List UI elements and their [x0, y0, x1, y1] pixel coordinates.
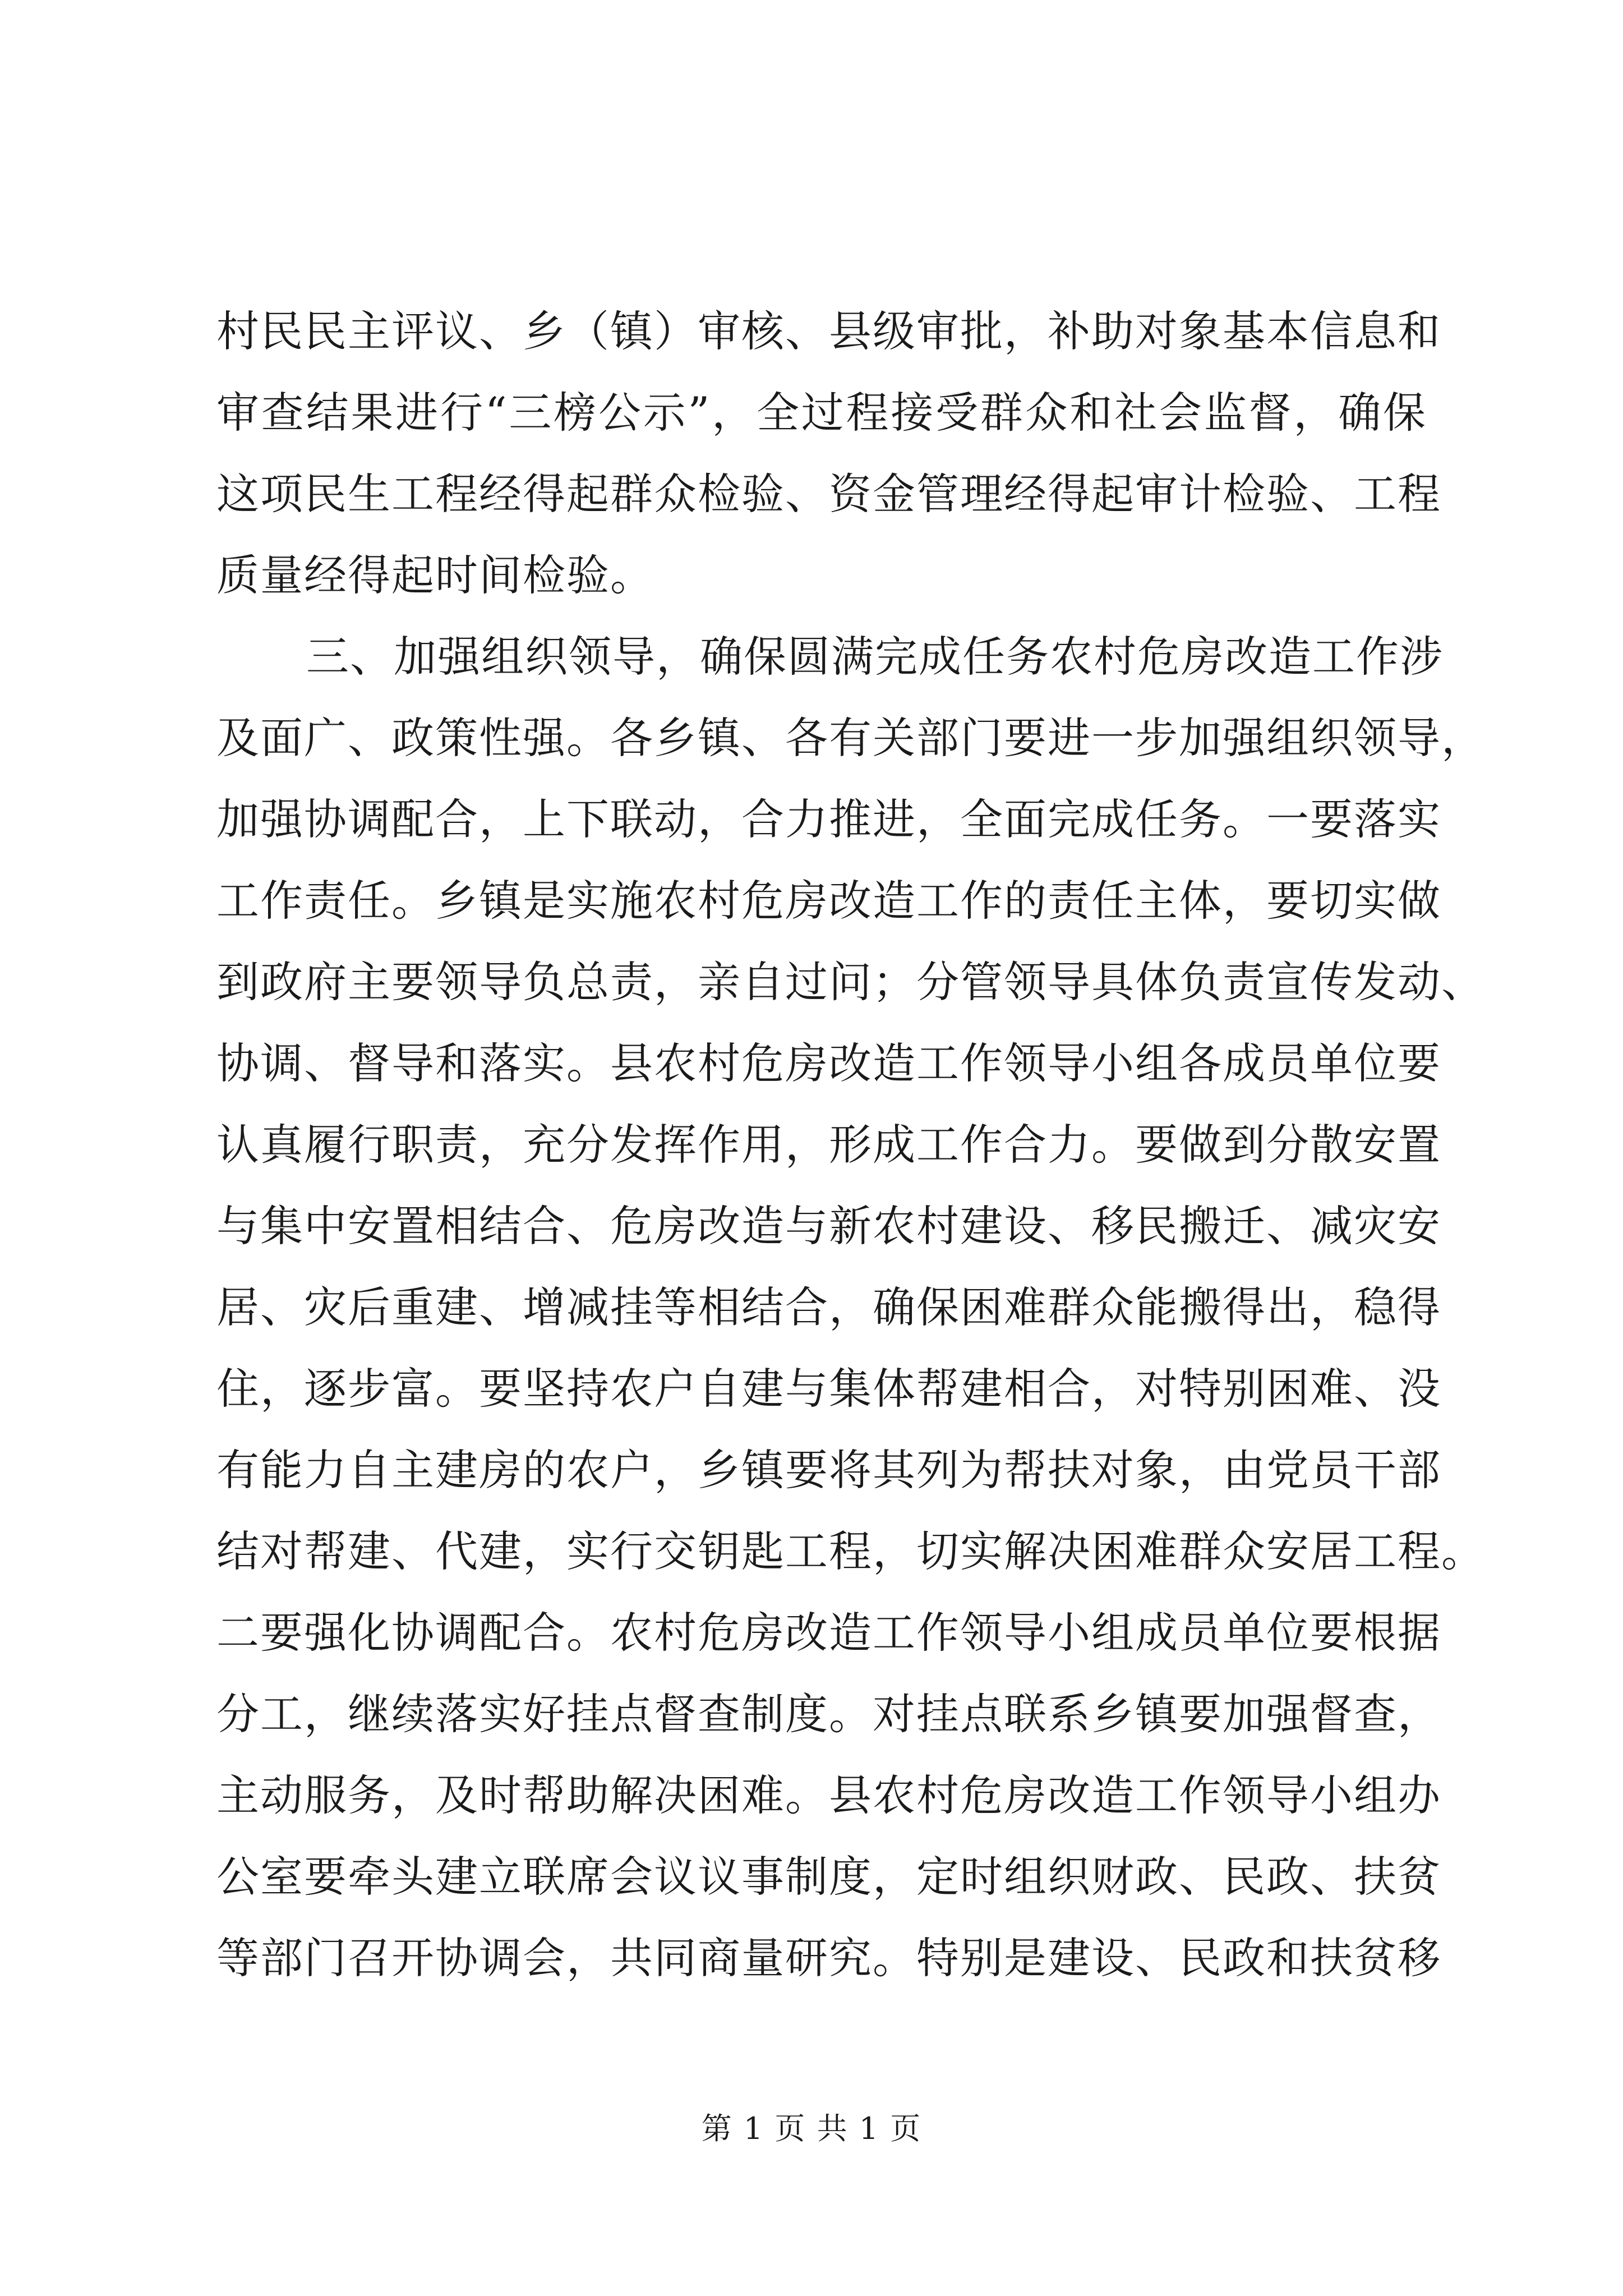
text-line: 这项民生工程经得起群众检验、资金管理经得起审计检验、工程 [216, 469, 1441, 519]
text-line: 工作责任。乡镇是实施农村危房改造工作的责任主体，要切实做 [216, 876, 1441, 926]
text-line: 住，逐步富。要坚持农户自建与集体帮建相合，对特别困难、没 [216, 1364, 1441, 1414]
text-line: 村民民主评议、乡（镇）审核、县级审批，补助对象基本信息和 [216, 306, 1441, 356]
text-line: 及面广、政策性强。各乡镇、各有关部门要进一步加强组织领导， [216, 713, 1485, 763]
text-line: 质量经得起时间检验。 [216, 550, 654, 600]
paragraph-2 [216, 616, 1485, 1999]
text-line: 三、加强组织领导，确保圆满完成任务农村危房改造工作涉 [306, 632, 1444, 682]
text-line: 居、灾后重建、增减挂等相结合，确保困难群众能搬得出，稳得 [216, 1282, 1441, 1332]
text-line: 二要强化协调配合。农村危房改造工作领导小组成员单位要根据 [216, 1608, 1441, 1658]
text-line: 分工，继续落实好挂点督查制度。对挂点联系乡镇要加强督查， [216, 1689, 1441, 1739]
text-line: 到政府主要领导负总责，亲自过问；分管领导具体负责宣传发动、 [216, 957, 1485, 1007]
text-line: 有能力自主建房的农户，乡镇要将其列为帮扶对象，由党员干部 [216, 1445, 1441, 1495]
text-line: 加强协调配合，上下联动，合力推进，全面完成任务。一要落实 [216, 794, 1441, 844]
text-line: 等部门召开协调会，共同商量研究。特别是建设、民政和扶贫移 [216, 1933, 1441, 1983]
text-line: 与集中安置相结合、危房改造与新农村建设、移民搬迁、减灾安 [216, 1201, 1441, 1251]
text-line: 结对帮建、代建，实行交钥匙工程，切实解决困难群众安居工程。 [216, 1526, 1485, 1576]
text-line: 审查结果进行“三榜公示”，全过程接受群众和社会监督，确保 [216, 388, 1427, 438]
text-line: 认真履行职责，充分发挥作用，形成工作合力。要做到分散安置 [216, 1120, 1441, 1170]
text-line: 协调、督导和落实。县农村危房改造工作领导小组各成员单位要 [216, 1038, 1441, 1088]
document-body [216, 291, 1485, 1999]
paragraph-1 [216, 291, 1441, 616]
text-line: 公室要牵头建立联席会议议事制度，定时组织财政、民政、扶贫 [216, 1852, 1441, 1902]
text-line: 主动服务，及时帮助解决困难。县农村危房改造工作领导小组办 [216, 1770, 1441, 1820]
page-footer: 第 1 页 共 1 页 [701, 2111, 922, 2146]
